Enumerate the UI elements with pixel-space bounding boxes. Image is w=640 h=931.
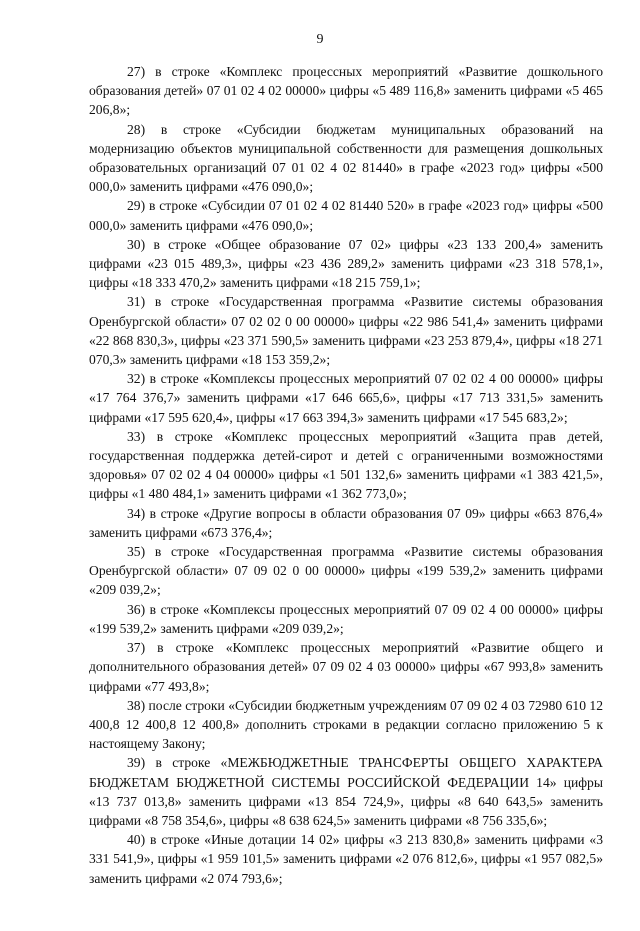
- paragraph-40: 40) в строке «Иные дотации 14 02» цифры «3 213 830,8» заменить цифрами «3 331 541,9», цифры «1 959 101,5» заменить цифрами «2 076 812,6», цифры «1 957 082,5» заменить цифрами «2 074 793,6»;: [89, 832, 603, 886]
- paragraph-34: 34) в строке «Другие вопросы в области образования 07 09» цифры «663 876,4» заменить цифрами «673 376,4»;: [89, 505, 603, 540]
- paragraph-27: 27) в строке «Комплекс процессных мероприятий «Развитие дошкольного образования детей» 07 01 02 4 02 00000» цифры «5 489 116,8» заменить цифрами «5 465 206,8»;: [89, 64, 603, 118]
- paragraph-39: 39) в строке «МЕЖБЮДЖЕТНЫЕ ТРАНСФЕРТЫ ОБЩЕГО ХАРАКТЕРА БЮДЖЕТАМ БЮДЖЕТНОЙ СИСТЕМЫ РОССИЙСКОЙ ФЕДЕРАЦИИ 14» цифры «13 737 013,8» заменить цифрами «13 854 724,9», цифры «8 640 643,5» заменить цифрами «8 758 354,6», цифры «8 638 624,5» заменить цифрами «8 756 335,6»;: [89, 755, 603, 828]
- paragraph-35: 35) в строке «Государственная программа «Развитие системы образования Оренбургской области» 07 09 02 0 00 00000» цифры «199 539,2» заменить цифрами «209 039,2»;: [89, 544, 603, 598]
- paragraph-28: 28) в строке «Субсидии бюджетам муниципальных образований на модернизацию объектов муниципальной собственности для размещения дошкольных образовательных организаций 07 01 02 4 02 81440» в графе «2023 год» цифры «500 000,0» заменить цифрами «476 090,0»;: [89, 121, 603, 195]
- paragraph-30: 30) в строке «Общее образование 07 02» цифры «23 133 200,4» заменить цифрами «23 015 489,3», цифры «23 436 289,2» заменить цифрами «23 318 578,1», цифры «18 333 470,2» заменить цифрами «18 215 759,1»;: [89, 236, 603, 291]
- paragraph-31: 31) в строке «Государственная программа «Развитие системы образования Оренбургской области» 07 02 02 0 00 00000» цифры «22 986 541,4» заменить цифрами «22 868 830,3», цифры «23 371 590,5» заменить цифрами «23 253 879,4», цифры «18 271 070,3» заменить цифрами «18 153 359,2»;: [89, 294, 603, 368]
- paragraph-29: 29) в строке «Субсидии 07 01 02 4 02 81440 520» в графе «2023 год» цифры «500 000,0» заменить цифрами «476 090,0»;: [89, 198, 603, 233]
- document-body: [89, 62, 603, 888]
- paragraph-33: 33) в строке «Комплекс процессных мероприятий «Защита прав детей, государственная поддержка детей-сирот и детей с ограниченными возможностями здоровья» 07 02 02 4 04 00000» цифры «1 501 132,6» заменить цифрами «1 383 421,5», цифры «1 480 484,1» заменить цифрами «1 362 773,0»;: [89, 428, 603, 502]
- paragraph-32: 32) в строке «Комплексы процессных мероприятий 07 02 02 4 00 00000» цифры «17 764 376,7» заменить цифрами «17 646 665,6», цифры «17 713 331,5» заменить цифрами «17 595 620,4», цифры «17 663 394,3» заменить цифрами «17 545 683,2»;: [89, 371, 603, 425]
- paragraph-36: 36) в строке «Комплексы процессных мероприятий 07 09 02 4 00 00000» цифры «199 539,2» заменить цифрами «209 039,2»;: [89, 601, 603, 636]
- page-number: 9: [316, 32, 324, 47]
- paragraph-37: 37) в строке «Комплекс процессных мероприятий «Развитие общего и дополнительного образования детей» 07 09 02 4 03 00000» цифры «67 993,8» заменить цифрами «77 493,8»;: [89, 640, 603, 694]
- paragraph-38: 38) после строки «Субсидии бюджетным учреждениям 07 09 02 4 03 72980 610 12 400,8 12 400,8 12 400,8» дополнить строками в редакции согласно приложению 5 к настоящему Закону;: [89, 697, 603, 752]
